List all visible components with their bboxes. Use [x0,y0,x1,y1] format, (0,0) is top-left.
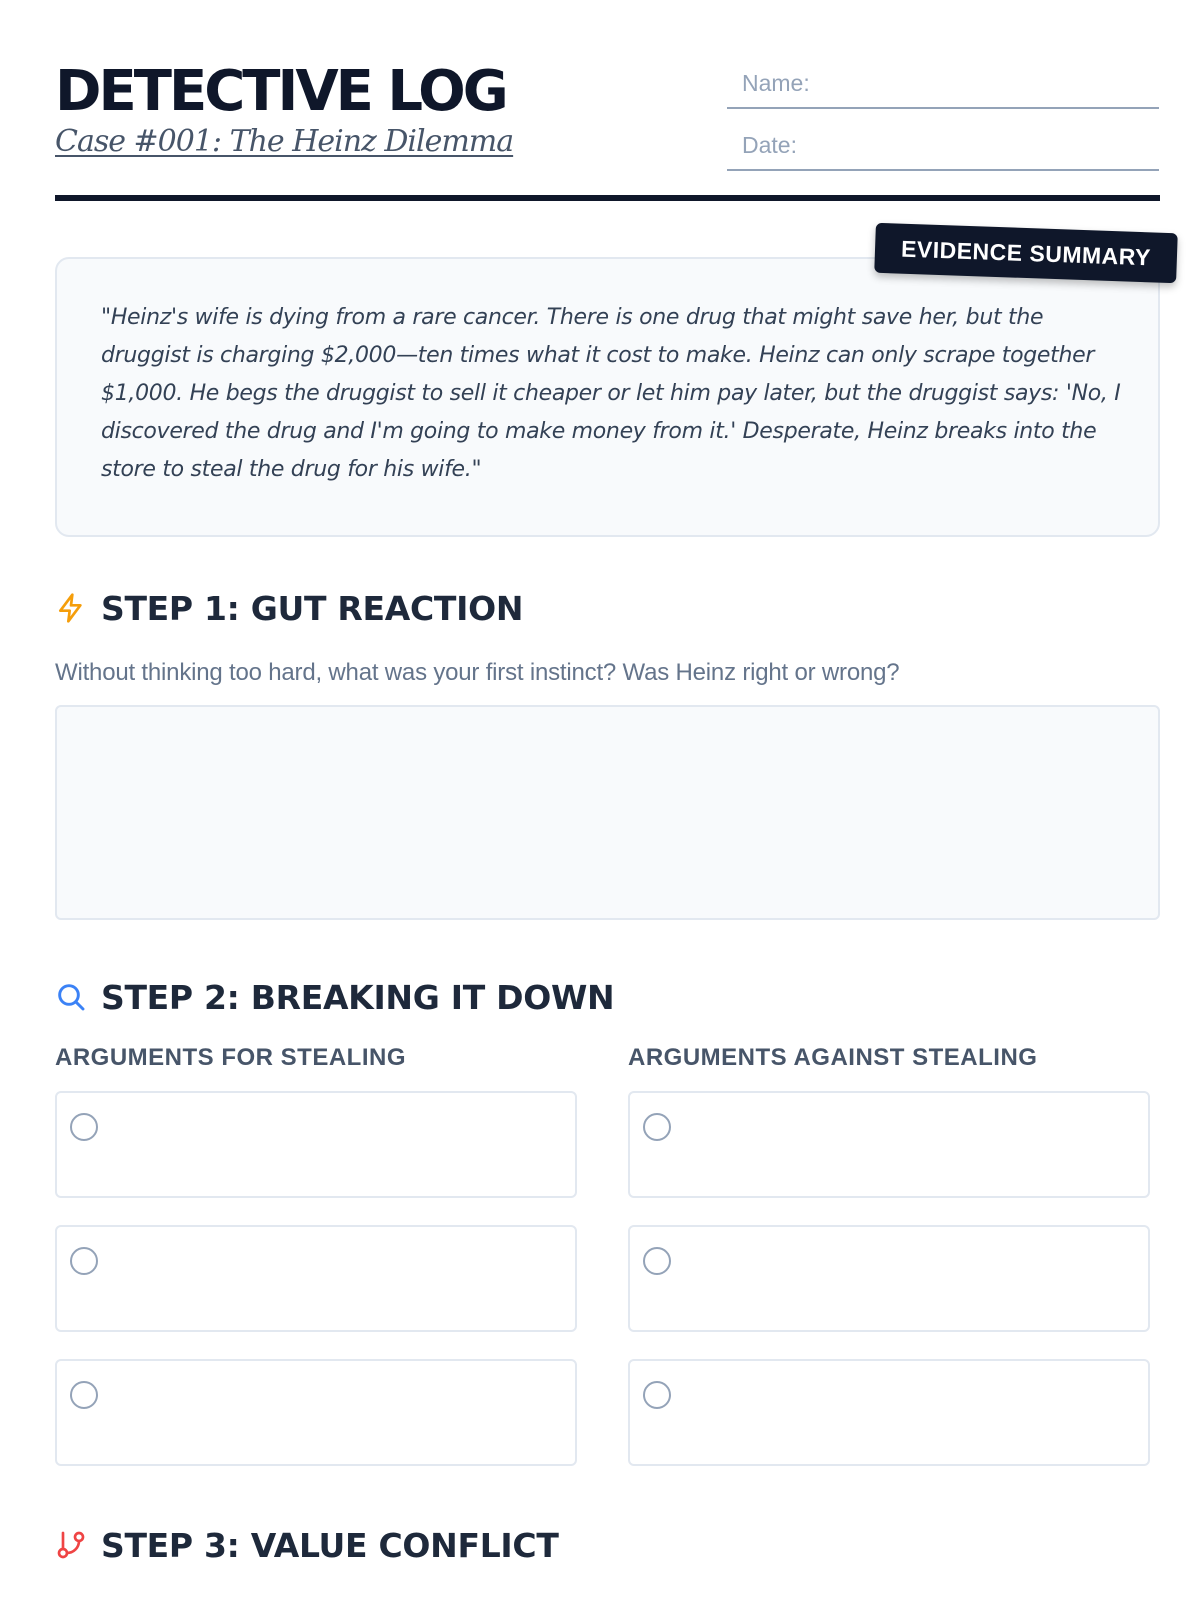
step-3-heading [55,1523,559,1567]
argument-for-3[interactable] [55,1359,577,1466]
radio-circle[interactable] [643,1113,671,1141]
arguments-against-heading: ARGUMENTS AGAINST STEALING [628,1044,1038,1071]
search-icon [55,981,87,1013]
case-title: Case #001: The Heinz Dilemma [55,124,514,159]
argument-against-2[interactable] [628,1225,1150,1332]
header-divider [55,195,1160,201]
lightning-icon [55,592,87,624]
worksheet-page [55,0,1160,1600]
arguments-for-heading: ARGUMENTS FOR STEALING [55,1044,406,1071]
evidence-summary-tag: EVIDENCE SUMMARY [874,223,1178,284]
page-title: DETECTIVE LOG [55,59,506,124]
radio-circle[interactable] [70,1247,98,1275]
evidence-summary-box [55,257,1160,537]
header [55,55,1160,203]
step-2-heading [55,975,614,1019]
step-1-prompt: Without thinking too hard, what was your first instinct? Was Heinz right or wrong? [55,659,900,686]
argument-for-1[interactable] [55,1091,577,1198]
argument-against-1[interactable] [628,1091,1150,1198]
step-1-title: STEP 1: GUT REACTION [101,588,524,628]
radio-circle[interactable] [643,1381,671,1409]
step-2-title: STEP 2: BREAKING IT DOWN [101,977,615,1017]
git-branch-icon [55,1529,87,1561]
radio-circle[interactable] [70,1113,98,1141]
name-label: Name: [742,70,810,96]
gut-reaction-answer[interactable] [55,705,1160,920]
date-field[interactable] [727,121,1159,171]
name-field[interactable] [727,59,1159,109]
step-3-title: STEP 3: VALUE CONFLICT [101,1525,559,1565]
argument-for-2[interactable] [55,1225,577,1332]
radio-circle[interactable] [70,1381,98,1409]
step-1-heading [55,586,523,630]
evidence-text: "Heinz's wife is dying from a rare cancer. There is one drug that might save her, but the druggist is charging $2,000—ten times what it cost to make. Heinz can only scrape together $1,000. He begs the druggist to sell it cheaper or let him pay later, but the druggist says: 'No, I discovered the drug and I'm going to make money from it.' Desperate, Heinz breaks into the store to steal the drug for his wife." [101,305,1121,482]
argument-against-3[interactable] [628,1359,1150,1466]
date-label: Date: [742,132,797,158]
radio-circle[interactable] [643,1247,671,1275]
